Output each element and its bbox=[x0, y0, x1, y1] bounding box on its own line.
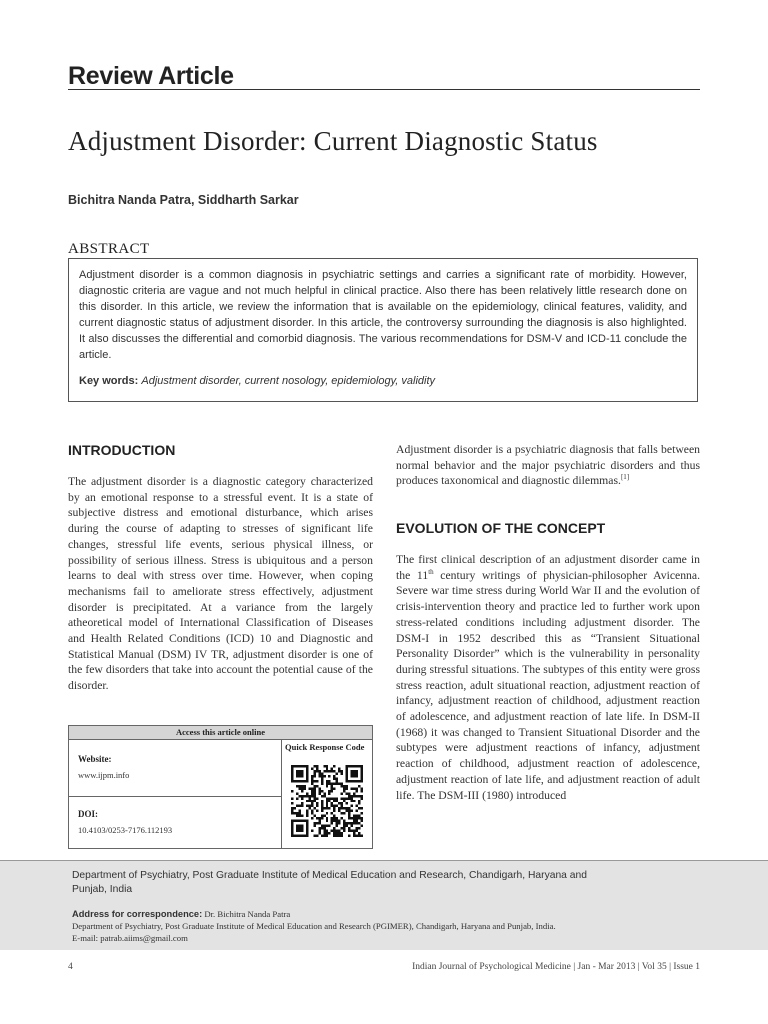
keywords bbox=[79, 375, 687, 387]
citation-ref[interactable]: [1] bbox=[620, 473, 630, 482]
article-title: Adjustment Disorder: Current Diagnostic Status bbox=[68, 126, 598, 156]
page-number: 4 bbox=[68, 962, 73, 972]
keywords-label: Key words: bbox=[79, 375, 139, 387]
correspondence-block bbox=[72, 908, 556, 944]
access-box-header: Access this article online bbox=[69, 726, 372, 740]
abstract-box bbox=[68, 258, 698, 402]
affiliation-department: Department of Psychiatry, Post Graduate Institute of Medical Education and Research, Chandigarh, Haryana and Punjab, India bbox=[72, 870, 587, 895]
access-box-divider-vertical bbox=[281, 739, 282, 848]
qr-label: Quick Response Code bbox=[285, 742, 365, 752]
access-box-divider-horizontal bbox=[69, 796, 281, 797]
authors: Bichitra Nanda Patra, Siddharth Sarkar bbox=[68, 193, 299, 207]
correspondence-email[interactable]: E-mail: patrab.aiims@gmail.com bbox=[72, 933, 188, 943]
introduction-continuation bbox=[396, 442, 700, 489]
affiliation-box bbox=[0, 860, 768, 950]
introduction-paragraph: The adjustment disorder is a diagnostic category characterized by an emotional response to a stressful event. It is a state of subjective distress and emotional disturbance, which arises during the course of adapting to stresses of significant life changes, stressful life events, serious physical illness, or possibility of serious illness. Stress is ubiquitous and a person learns to deal with stress over time. However, when coping mechanisms fail to ameliorate stress effectively, adjustment disorder is precipitated. At a variance from the largely atheoretical model of International Classification of Diseases and Health Related Conditions (ICD) 10 and Diagnostic and Statistical Manual (DSM) IV TR, adjustment disorder is one of the few disorders that take into account the potential cause of the disorder. bbox=[68, 475, 373, 693]
access-article-box bbox=[68, 725, 373, 849]
ordinal-sup: th bbox=[428, 567, 434, 576]
doi-value[interactable]: 10.4103/0253-7176.112193 bbox=[78, 825, 173, 835]
abstract-text: Adjustment disorder is a common diagnosis in psychiatric settings and carries a significant rate of morbidity. However, diagnostic criteria are vague and not much helpful in clinical practice. Also there has been relatively little research done on this disorder. In this article, we review the information that is available on the epidemiology, clinical features, validity, and current diagnostic status of adjustment disorder. In this article, the controversy surrounding the diagnosis is also highlighted. It also discusses the differential and comorbid diagnosis. The various recommendations for DSM-V and ICD-11 conclude the article. bbox=[79, 269, 687, 361]
affiliation-rule bbox=[0, 860, 768, 861]
section-divider bbox=[68, 89, 700, 90]
correspondence-label: Address for correspondence: bbox=[72, 909, 203, 919]
website-link[interactable]: www.ijpm.info bbox=[78, 770, 130, 780]
evolution-text-b: century writings of physician-philosopher Avicenna. Severe war time stress during World War II and the evolution of crisis-intervention theory and practice led to further work upon stress-related conditions including adjustment disorder. The DSM-I in 1952 described this as “Transient Situational Personality Disorder” which is the vulnerability in personality during stressful situations. The subtypes of this entity were gross stress reaction, adult situational reaction, adjustment reaction of infancy, adjustment reaction of childhood, adjustment reaction of adolescence, and adjustment reaction of late life. In DSM-II (1968) it was changed to Transient Situational Disorder and the subtypes were adjustment reactions of infancy, adjustment reaction of childhood, adjustment reaction of adolescence, adjustment reaction of late life, and adjustment reaction of adult life. The DSM-III (1980) introduced bbox=[396, 568, 700, 802]
section-label: Review Article bbox=[68, 62, 234, 90]
evolution-heading: EVOLUTION OF THE CONCEPT bbox=[396, 520, 606, 536]
correspondence-address: Department of Psychiatry, Post Graduate Institute of Medical Education and Research (PGIMER), Chandigarh, Haryana and Punjab, India. bbox=[72, 921, 556, 931]
evolution-paragraph bbox=[396, 552, 700, 803]
qr-code-icon bbox=[291, 764, 363, 838]
continuation-text: Adjustment disorder is a psychiatric diagnosis that falls between normal behavior and the major psychiatric disorders and thus produces taxonomical and diagnostic dilemmas. bbox=[396, 443, 700, 488]
evolution-text-a: The first clinical description of an adjustment disorder came in the 11 bbox=[396, 553, 700, 582]
journal-footer: Indian Journal of Psychological Medicine | Jan - Mar 2013 | Vol 35 | Issue 1 bbox=[412, 962, 700, 972]
correspondence-name: Dr. Bichitra Nanda Patra bbox=[204, 909, 291, 919]
website-label: Website: bbox=[78, 754, 112, 764]
abstract-heading: ABSTRACT bbox=[68, 241, 150, 257]
doi-label: DOI: bbox=[78, 809, 98, 819]
keywords-values: Adjustment disorder, current nosology, epidemiology, validity bbox=[141, 375, 436, 387]
introduction-heading: INTRODUCTION bbox=[68, 442, 176, 458]
